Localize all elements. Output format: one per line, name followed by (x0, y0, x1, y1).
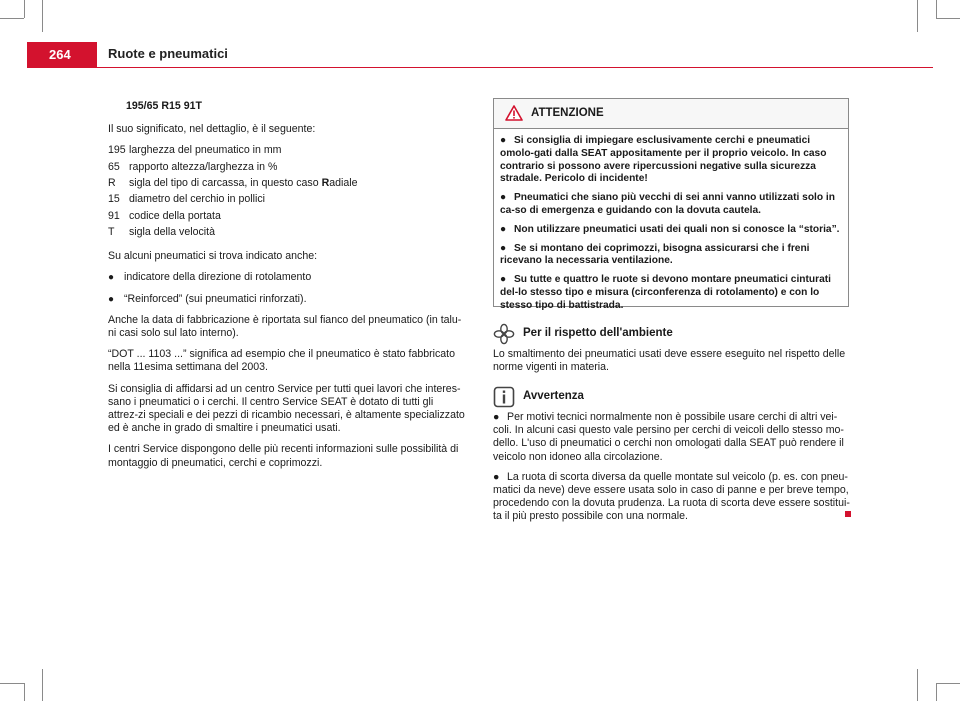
intro-text: Il suo significato, nel dettaglio, è il seguente: (108, 123, 316, 136)
notice-item-text: Per motivi tecnici normalmente non è possibile usare cerchi di altri vei-coli. In alcuni casi questo vale persino per cerchi di veicoli dello stesso mo-dello. L'uso di pneumatici o cerchi non omologati dalla SEAT può rendere il veicolo non idoneo alla circolazione. (493, 411, 844, 463)
warning-triangle-icon (505, 105, 523, 121)
definition-key: T (108, 225, 115, 238)
warning-item-text: Su tutte e quattro le ruote si devono montare pneumatici cinturati del-lo stesso tipo e misura (circonferenza di rotolamento) e con lo stesso tipo di battistrada. (500, 274, 831, 311)
environment-text: Lo smaltimento dei pneumatici usati deve essere eseguito nel rispetto delle norme vigenti in materia. (493, 348, 846, 374)
list-item (108, 293, 465, 306)
page-number: 264 (27, 42, 97, 68)
bullet-icon: ● (493, 411, 500, 423)
warning-item-text: Non utilizzare pneumatici usati dei quali non si conosce la “storia”. (514, 223, 840, 235)
bullet-icon: ● (500, 274, 507, 286)
definition-value: diametro del cerchio in pollici (129, 193, 266, 206)
definition-row (108, 226, 465, 242)
info-icon (493, 386, 515, 408)
warning-item (500, 192, 842, 218)
crop-mark (917, 669, 918, 701)
crop-mark (42, 669, 43, 701)
also-text: Su alcuni pneumatici si trova indicato anche: (108, 250, 318, 263)
bullet-icon: ● (493, 470, 500, 483)
notice-item (493, 471, 851, 524)
warning-body (494, 129, 848, 313)
definition-value-highlight: R (321, 177, 330, 189)
paragraph: Si consiglia di affidarsi ad un centro Service per tutti quei lavori che interes-sano i pneumatici o i cerchi. Il centro Service SEAT è dotato di tutti gli attrez-zi speciali e dei pezzi di ricambio necessari, è altamente specializzato ed è anche in grado di smaltire i pneumatici usati. (108, 382, 465, 435)
leaf-icon (493, 323, 515, 345)
warning-item (500, 243, 842, 269)
bullet-icon: ● (500, 223, 507, 235)
definition-value: sigla della velocità (129, 225, 215, 238)
left-column (108, 100, 465, 478)
paragraph: “DOT ... 1103 ...” significa ad esempio che il pneumatico è stato fabbricato nella 11esima settimana del 2003. (108, 348, 456, 374)
definition-key: R (108, 177, 116, 189)
definition-value-start: sigla del tipo di carcassa, in questo caso (129, 177, 322, 189)
definition-key: 15 (108, 193, 120, 206)
bullet-icon: ● (108, 293, 115, 305)
paragraph: Anche la data di fabbricazione è riportata sul fianco del pneumatico (in talu-ni casi solo sul lato interno). (108, 313, 462, 339)
crop-mark (936, 683, 937, 701)
page-title: Ruote e pneumatici (108, 46, 228, 61)
definition-key: 65 (108, 160, 120, 173)
crop-mark (24, 683, 25, 701)
bullet-icon: ● (108, 272, 115, 284)
definition-row (108, 177, 465, 193)
crop-mark (917, 0, 918, 32)
warning-item (500, 274, 842, 312)
paragraph: I centri Service dispongono delle più recenti informazioni sulle possibilità di montaggio di pneumatici, cerchi e coprimozzi. (108, 443, 459, 469)
crop-mark (42, 0, 43, 32)
definition-value: codice della portata (129, 209, 221, 222)
notice-item-text: La ruota di scorta diversa da quelle montate sul veicolo (p. es. con pneu-matici da neve) deve essere usata solo in caso di panne e per breve tempo, procedendo con la dovuta prudenza. La ruota di scorta deve essere sostitui-ta il più presto possibile con una normale. (493, 470, 850, 523)
crop-mark (24, 0, 25, 18)
warning-header (494, 99, 848, 129)
bullet-icon: ● (500, 192, 507, 204)
definition-value: rapporto altezza/larghezza in % (129, 160, 278, 173)
definition-row (108, 161, 465, 177)
warning-box (493, 98, 849, 311)
crop-mark (936, 18, 960, 19)
definition-key: 91 (108, 209, 120, 222)
warning-item-text: Se si montano dei coprimozzi, bisogna assicurarsi che i freni ricevano la necessaria ventilazione. (500, 242, 810, 267)
list-item-text: indicatore della direzione di rotolamento (124, 271, 312, 284)
crop-mark (0, 18, 24, 19)
tire-code: 195/65 R15 91T (126, 100, 202, 112)
definition-value (129, 177, 465, 193)
crop-mark (936, 683, 960, 684)
list-item (108, 271, 465, 284)
environment-section (493, 322, 851, 381)
environment-title: Per il rispetto dell'ambiente (523, 327, 673, 340)
crop-mark (0, 683, 24, 684)
notice-header (493, 385, 851, 409)
warning-item-text: Si consiglia di impiegare esclusivamente cerchi e pneumatici omolo-gati dalla SEAT appositamente per il proprio veicolo. In caso contrario si possono avere ripercussioni negative sulla sicurezza stradale. Pericolo di incidente! (500, 135, 827, 185)
notice-item (493, 411, 851, 464)
warning-title: ATTENZIONE (531, 107, 604, 119)
definition-value: larghezza del pneumatico in mm (129, 144, 282, 157)
warning-item (500, 135, 842, 186)
page-header (0, 42, 960, 68)
definition-list (108, 144, 465, 242)
list-item-text: “Reinforced” (sui pneumatici rinforzati). (124, 292, 307, 305)
definition-row (108, 193, 465, 209)
definition-key: 195 (108, 144, 126, 157)
environment-header (493, 322, 851, 346)
warning-item-text: Pneumatici che siano più vecchi di sei anni vanno utilizzati solo in ca-so di emergenza e guidando con la dovuta cautela. (500, 192, 835, 216)
bullet-icon: ● (500, 135, 507, 146)
header-rule (97, 67, 933, 68)
definition-row (108, 144, 465, 160)
warning-item (500, 224, 842, 237)
notice-section (493, 385, 851, 531)
section-end-marker (845, 511, 851, 517)
crop-mark (936, 0, 937, 18)
notice-title: Avvertenza (523, 390, 584, 403)
definition-row (108, 210, 465, 226)
bullet-icon: ● (500, 242, 507, 254)
definition-value-end: adiale (329, 177, 358, 189)
